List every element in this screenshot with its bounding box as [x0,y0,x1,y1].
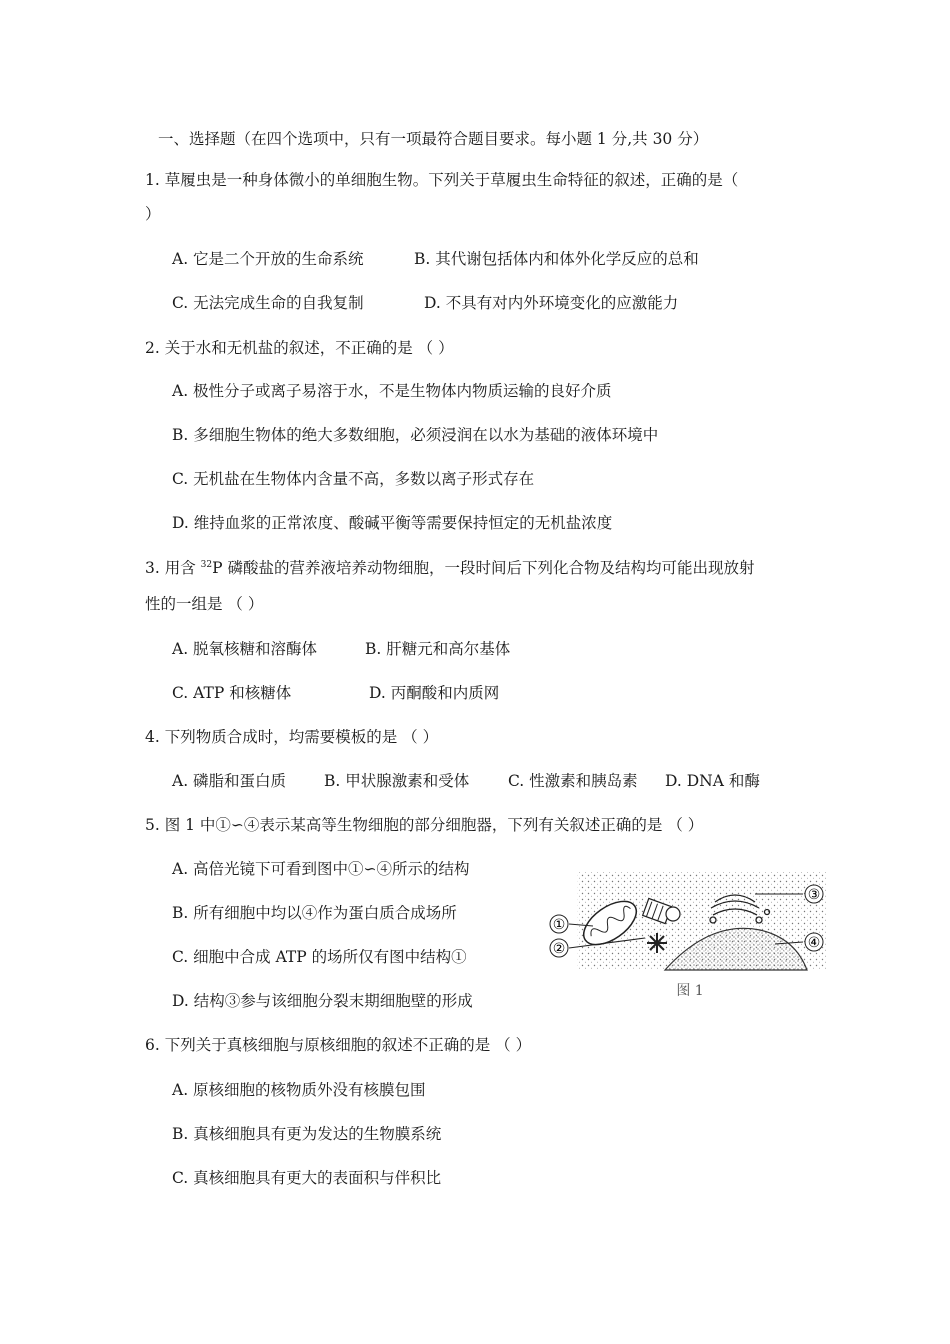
question-1-stem: 1. 草履虫是一种身体微小的单细胞生物。下列关于草履虫生命特征的叙述，正确的是（ [145,171,739,189]
figure-label-2: ② [552,941,566,957]
question-5-stem: 5. 图 1 中①∽④表示某高等生物细胞的部分细胞器，下列有关叙述正确的是 （ ） [145,816,704,834]
question-3-stem-post: P 磷酸盐的营养液培养动物细胞，一段时间后下列化合物及结构均可能出现放射 [212,559,755,577]
question-1-option-d: D. 不具有对内外环境变化的应激能力 [424,294,679,312]
star-organelle-shape [647,933,667,953]
figure-label-4: ④ [807,935,821,951]
question-4-option-c: C. 性激素和胰岛素 [508,772,638,790]
figure-caption: 图 1 [676,983,704,999]
question-4-option-d: D. DNA 和酶 [665,772,760,790]
question-5-option-c: C. 细胞中合成 ATP 的场所仅有图中结构① [172,948,467,966]
question-3-option-c: C. ATP 和核糖体 [172,684,292,702]
figure-label-1: ① [552,917,566,933]
question-1-option-b: B. 其代谢包括体内和体外化学反应的总和 [414,250,699,268]
question-4-option-b: B. 甲状腺激素和受体 [324,772,470,790]
question-2-stem: 2. 关于水和无机盐的叙述，不正确的是 （ ） [145,339,454,357]
question-3-stem-cont: 性的一组是 （ ） [145,595,264,613]
question-1-option-a: A. 它是二个开放的生命系统 [172,250,364,268]
question-5-option-b: B. 所有细胞中均以④作为蛋白质合成场所 [172,904,457,922]
figure-label-3: ③ [807,887,821,903]
question-3-stem-pre: 3. 用含 [145,559,201,577]
question-6-option-b: B. 真核细胞具有更为发达的生物膜系统 [172,1125,442,1143]
question-6-stem: 6. 下列关于真核细胞与原核细胞的叙述不正确的是 （ ） [145,1036,532,1054]
question-3-stem [145,557,754,579]
question-3-option-b: B. 肝糖元和高尔基体 [365,640,511,658]
question-3-option-d: D. 丙酮酸和内质网 [369,684,500,702]
question-4-stem: 4. 下列物质合成时，均需要模板的是 （ ） [145,728,439,746]
question-2-option-c: C. 无机盐在生物体内含量不高，多数以离子形式存在 [172,470,535,488]
question-1-option-c: C. 无法完成生命的自我复制 [172,294,364,312]
question-3-isotope-superscript: 32 [200,559,213,570]
section-title: 一、选择题（在四个选项中，只有一项最符合题目要求。每小题 1 分,共 30 分） [158,130,709,148]
question-6-option-a: A. 原核细胞的核物质外没有核膜包围 [172,1081,426,1099]
question-2-option-a: A. 极性分子或离子易溶于水，不是生物体内物质运输的良好介质 [172,382,612,400]
question-5-option-a: A. 高倍光镜下可看到图中①∽④所示的结构 [172,860,470,878]
question-6-option-c: C. 真核细胞具有更大的表面积与伴积比 [172,1169,442,1187]
question-5-option-d: D. 结构③参与该细胞分裂末期细胞壁的形成 [172,992,473,1010]
question-2-option-d: D. 维持血浆的正常浓度、酸碱平衡等需要保持恒定的无机盐浓度 [172,514,613,532]
question-3-option-a: A. 脱氧核糖和溶酶体 [172,640,318,658]
question-2-option-b: B. 多细胞生物体的绝大多数细胞，必须浸润在以水为基础的液体环境中 [172,426,659,444]
question-1-stem-cont: ） [145,205,161,223]
figure-1-organelles [545,868,830,1003]
question-4-option-a: A. 磷脂和蛋白质 [172,772,287,790]
